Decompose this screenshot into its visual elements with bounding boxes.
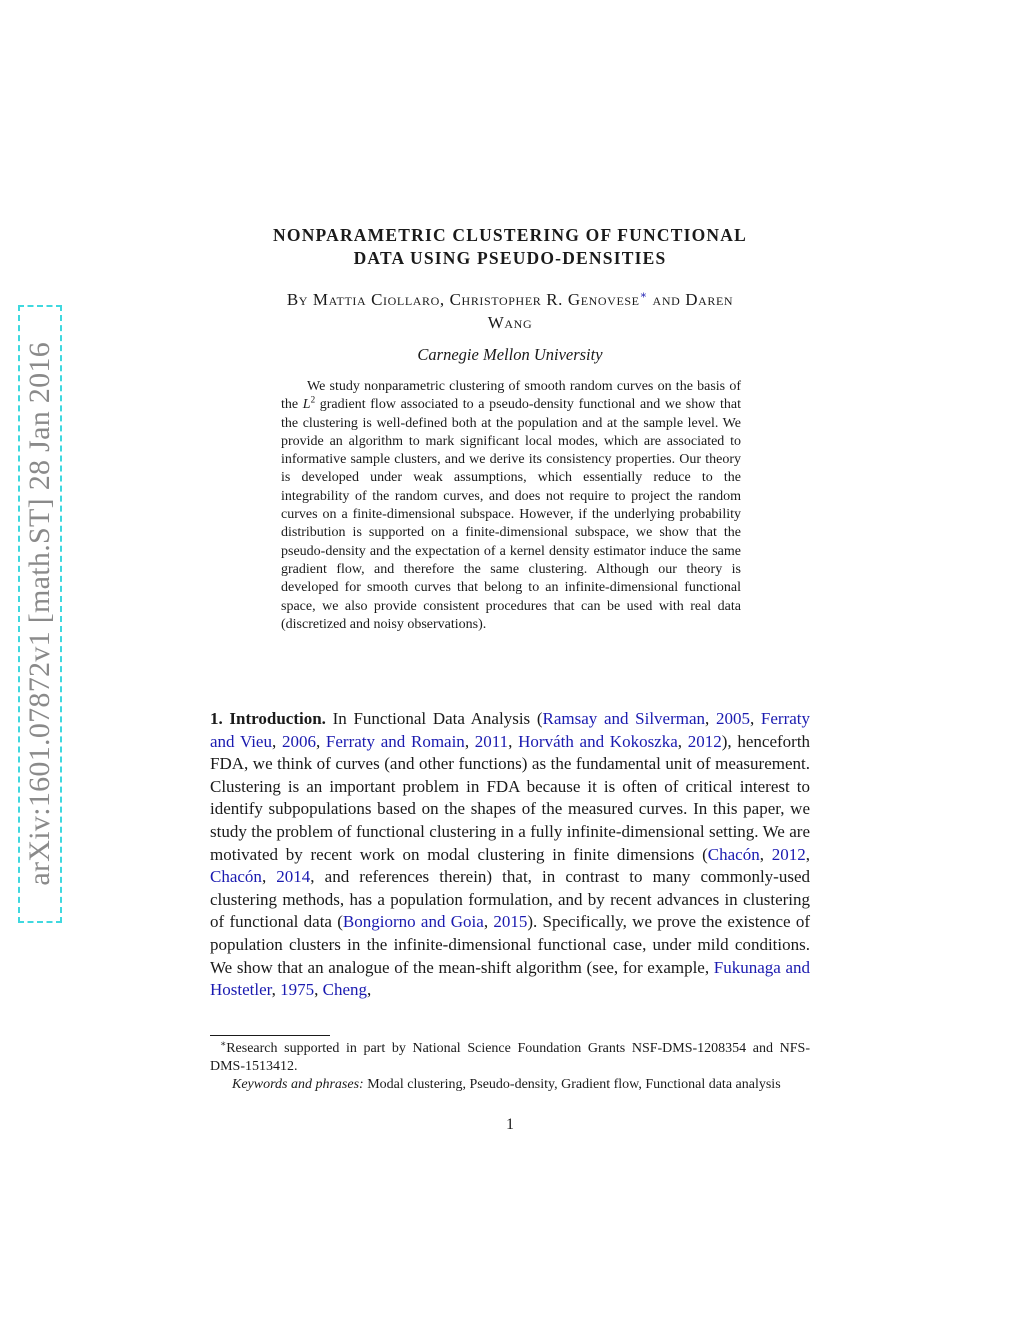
abstract-text-2: gradient flow associated to a pseudo-density functional and we show that the clustering is well-defined both at the population and at the sample level. We provide an algorithm to mark significant local modes, which are associated to informative sample clusters, and we derive its consistency properties. Our theory is developed under weak assumptions, which essentially reduce to the integrability of the random curves, and does not require to project the random curves on a finite-dimensional subspace. However, if the underlying probability distribution is supported on a finite-dimensional subspace, we show that the pseudo-density and the expectation of a kernel density estimator induce the same gradient flow, and therefore the same clustering. Although our theory is developed for smooth curves that belong to an infinite-dimensional functional space, we also provide consistent procedures that can be used with real data (discretized and noisy observations). (281, 397, 742, 632)
citation-link[interactable]: 2012 (771, 844, 806, 864)
citation-link[interactable]: 2011 (474, 731, 509, 751)
intro-text: , (508, 731, 519, 751)
arxiv-stamp-text: arXiv:1601.07872v1 [math.ST] 28 Jan 2016 (23, 342, 56, 886)
intro-text: , (483, 912, 494, 932)
footnote-rule (210, 1035, 330, 1036)
author-line-2: Wang (487, 313, 533, 332)
section-heading: 1. Introduction. (210, 709, 326, 728)
citation-link[interactable]: 1975 (280, 980, 315, 1000)
citation-link[interactable]: 2015 (493, 912, 528, 932)
keywords-text: Modal clustering, Pseudo-density, Gradient flow, Functional data analysis (363, 1077, 781, 1092)
intro-text: , (705, 709, 716, 728)
intro-text: In Functional Data Analysis ( (325, 709, 543, 728)
intro-text: , (271, 980, 281, 1000)
citation-link[interactable]: 2012 (687, 731, 722, 751)
arxiv-stamp (18, 305, 62, 923)
author-and: and Daren (647, 290, 734, 309)
intro-text: , (749, 709, 761, 728)
intro-text: , (315, 731, 326, 751)
affiliation: Carnegie Mellon University (417, 345, 603, 364)
footnote-keywords (210, 1076, 810, 1094)
intro-text: , (367, 980, 372, 1000)
citation-link[interactable]: Horváth and Kokoszka (518, 731, 678, 751)
intro-text: , (677, 731, 688, 751)
author-line-1 (210, 290, 810, 310)
intro-text: ). Specifically, we prove the existence of population clusters in the infinite-dimensional functional case, under mild conditions. We show that an analogue of the mean-shift algorithm (see, for example, (210, 912, 811, 977)
author-footnote-mark[interactable]: ∗ (639, 289, 648, 302)
citation-link[interactable]: Ferraty and Vieu (210, 709, 811, 751)
citation-link[interactable]: Ramsay and Silverman (542, 709, 706, 728)
intro-text: , (464, 731, 475, 751)
intro-text: , and references therein) that, in contrast to many commonly-used clustering methods, has a population formulation, and by recent advances in clustering of functional data ( (210, 867, 810, 932)
footnote-mark: ∗ (220, 1038, 227, 1049)
title-line-1: NONPARAMETRIC CLUSTERING OF FUNCTIONAL (273, 225, 747, 245)
intro-text: , (759, 844, 772, 864)
citation-link[interactable]: Chacón (707, 844, 760, 864)
intro-text: , (271, 731, 282, 751)
footnote-funding (210, 1040, 810, 1076)
page-number: 1 (506, 1116, 514, 1133)
abstract-text-1: We study nonparametric clustering of smooth random curves on the basis of the (281, 379, 741, 413)
intro-text: , (261, 867, 277, 887)
abstract-math-sup: 2 (310, 394, 316, 405)
citation-link[interactable]: Fukunaga and Hostetler (210, 957, 810, 1000)
keywords-label: Keywords and phrases: (232, 1077, 364, 1092)
citation-link[interactable]: Chacón (210, 867, 262, 887)
citation-link[interactable]: 2014 (276, 867, 311, 887)
citation-link[interactable]: Ferraty and Romain (325, 731, 465, 751)
citation-link[interactable]: 2005 (715, 709, 750, 728)
title-line-2: DATA USING PSEUDO-DENSITIES (353, 248, 667, 268)
intro-text: ), henceforth FDA, we think of curves (and other functions) as the fundamental unit of measurement. Clustering is an important problem in FDA because it is often of critical interest to identify subpopulations based on the shapes of the measured curves. In this paper, we study the problem of functional clustering in a fully infinite-dimensional setting. We are motivated by recent work on modal clustering in finite dimensions ( (210, 731, 811, 864)
abstract-math-l: L (302, 397, 311, 413)
introduction-paragraph (210, 708, 810, 1002)
intro-text: , (314, 980, 323, 1000)
citation-link[interactable]: 2006 (281, 731, 316, 751)
citation-link[interactable]: Bongiorno and Goia (342, 912, 484, 932)
author-names: By Mattia Ciollaro, Christopher R. Genovese (286, 290, 640, 309)
intro-text: , (805, 844, 810, 864)
footnote-funding-text: Research supported in part by National Science Foundation Grants NSF-DMS-1208354 and NFS-DMS-1513412. (210, 1041, 810, 1074)
abstract (281, 378, 741, 634)
citation-link[interactable]: Cheng (322, 980, 368, 1000)
